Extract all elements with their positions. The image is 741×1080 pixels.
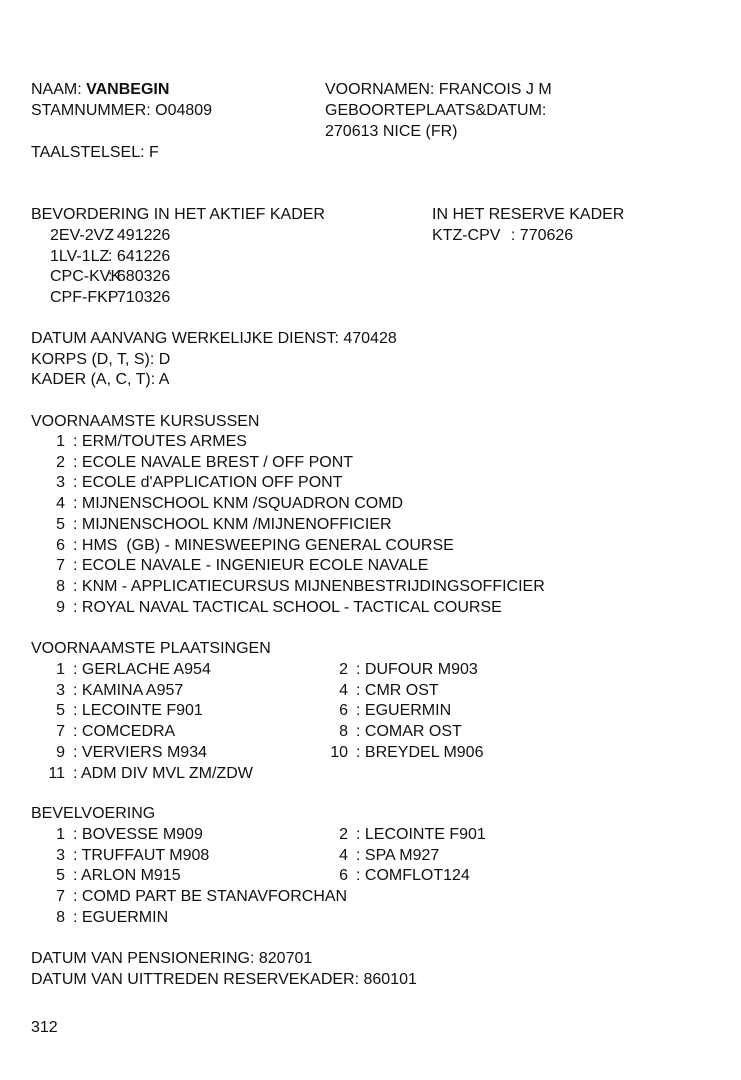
list-item [31,887,486,908]
reserve-row [432,226,573,247]
korps: KORPS (D, T, S): D [31,351,171,368]
item-number: 7 [56,557,65,575]
item-text: : BREYDEL M906 [356,743,484,761]
grade: CPC-KVK [50,268,122,286]
item-number: 3 [56,681,65,699]
item-text: : COMD PART BE STANAVFORCHAN [73,888,348,906]
item-number: 7 [56,888,65,906]
item-text: : ARLON M915 [73,867,181,885]
reserve-title: IN HET RESERVE KADER [432,206,625,223]
list-item [31,846,486,867]
item-text: : LECOINTE F901 [356,826,486,843]
item-number: 2 [56,453,65,471]
list-item [31,453,545,474]
naam-label: NAAM: [31,81,82,98]
date: : 680326 [108,268,171,286]
list-item [31,866,486,887]
item-number: 3 [56,846,65,864]
kursussen-list [31,432,545,618]
item-text: : LECOINTE F901 [73,702,203,720]
date: : 641226 [108,247,171,265]
dienst-aanvang: DATUM AANVANG WERKELIJKE DIENST: 470428 [31,330,397,347]
item-number: 1 [56,661,65,678]
list-item [31,825,486,846]
item-text: : EGUERMIN [356,702,452,720]
page-number: 312 [31,1019,58,1036]
list-item [31,764,483,785]
bevordering-row [50,288,170,309]
plaatsingen-title: VOORNAAMSTE PLAATSINGEN [31,640,271,657]
bevordering-row [50,226,170,247]
item-number: 4 [56,495,65,513]
list-item [31,722,483,743]
date: : 770626 [510,227,574,244]
item-text: : VERVIERS M934 [73,743,207,761]
item-number: 8 [56,908,65,926]
voornamen: VOORNAMEN: FRANCOIS J M [325,81,552,98]
bevelvoering-title: BEVELVOERING [31,805,156,822]
item-number: 5 [56,867,65,885]
item-text: : ROYAL NAVAL TACTICAL SCHOOL - TACTICAL COURSE [73,598,502,616]
item-number: 6 [56,536,65,554]
list-item [31,556,545,577]
item-number: 10 [330,743,348,761]
item-text: : GERLACHE A954 [73,661,211,678]
bevordering-row [50,247,170,268]
item-number: 2 [339,661,348,678]
uittreden: DATUM VAN UITTREDEN RESERVEKADER: 860101 [31,971,417,988]
list-item [31,598,545,619]
item-text: : HMS (GB) - MINESWEEPING GENERAL COURSE [73,536,454,554]
date: : 710326 [108,289,171,307]
plaatsingen-list [31,660,483,784]
grade: CPF-FKP [50,289,119,307]
list-item [31,660,483,681]
bevordering-list [50,226,170,309]
list-item [31,681,483,702]
list-item [31,432,545,453]
item-text: : TRUFFAUT M908 [73,846,210,864]
geboorte-value: 270613 NICE (FR) [325,123,458,140]
item-text: : DUFOUR M903 [356,661,478,678]
item-number: 9 [56,598,65,616]
bevordering-row [50,267,170,288]
item-number: 5 [56,515,65,533]
list-item [31,908,486,929]
item-number: 7 [56,723,65,741]
naam-value: VANBEGIN [86,81,170,98]
date: : 491226 [108,227,171,244]
item-text: : BOVESSE M909 [73,826,203,843]
item-text: : CMR OST [356,681,439,699]
list-item [31,701,483,722]
item-text: : EGUERMIN [73,908,169,926]
bevelvoering-list [31,825,486,929]
list-item [31,494,545,515]
pensionering: DATUM VAN PENSIONERING: 820701 [31,950,313,967]
item-number: 1 [56,433,65,450]
item-text: : COMAR OST [356,723,462,741]
stamnummer: STAMNUMMER: O04809 [31,102,213,119]
item-text: : ADM DIV MVL ZM/ZDW [73,764,253,782]
item-number: 9 [56,743,65,761]
bevordering-title: BEVORDERING IN HET AKTIEF KADER [31,206,325,223]
item-number: 8 [56,577,65,595]
geboorte-label: GEBOORTEPLAATS&DATUM: [325,102,547,119]
list-item [31,536,545,557]
naam-line [31,80,169,101]
item-text: : COMFLOT124 [356,867,470,885]
item-text: : COMCEDRA [73,723,176,741]
item-text: : ECOLE NAVALE - INGENIEUR ECOLE NAVALE [73,557,429,575]
item-number: 6 [339,867,348,885]
item-number: 5 [56,702,65,720]
grade: 1LV-1LZ [50,247,110,265]
item-text: : ECOLE d'APPLICATION OFF PONT [73,474,343,492]
item-number: 6 [339,702,348,720]
list-item [31,577,545,598]
item-text: : ECOLE NAVALE BREST / OFF PONT [73,453,354,471]
list-item [31,473,545,494]
item-number: 8 [339,723,348,741]
grade: KTZ-CPV [432,227,501,244]
kursussen-title: VOORNAAMSTE KURSUSSEN [31,413,260,430]
item-number: 11 [48,764,65,782]
item-number: 2 [339,826,348,843]
item-text: : MIJNENSCHOOL KNM /SQUADRON COMD [73,495,404,513]
item-text: : SPA M927 [356,846,440,864]
item-number: 4 [339,846,348,864]
kader: KADER (A, C, T): A [31,371,170,388]
item-number: 4 [339,681,348,699]
item-number: 3 [56,474,65,492]
taalstelsel: TAALSTELSEL: F [31,144,159,161]
item-text: : MIJNENSCHOOL KNM /MIJNENOFFICIER [73,515,392,533]
item-text: : ERM/TOUTES ARMES [73,433,247,450]
grade: 2EV-2VZ [50,227,115,244]
list-item [31,743,483,764]
list-item [31,515,545,536]
item-number: 1 [56,826,65,843]
item-text: : KAMINA A957 [73,681,184,699]
item-text: : KNM - APPLICATIECURSUS MIJNENBESTRIJDINGSOFFICIER [73,577,545,595]
